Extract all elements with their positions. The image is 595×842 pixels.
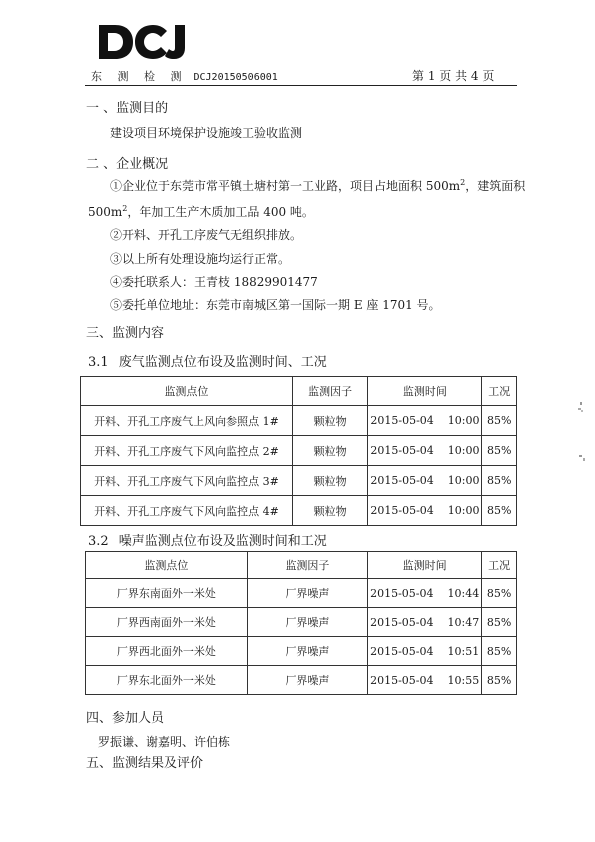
page-info: 第 1 页 共 4 页 [412, 69, 495, 83]
table-row [81, 496, 517, 526]
section-4-content: 罗振谦、谢嘉明、许伯栋 [98, 735, 231, 749]
org-name: 东 测 检 测 [91, 70, 188, 83]
table-cell: 厂界噪声 [247, 608, 367, 637]
table-cell: 85% [482, 608, 517, 637]
table-row [86, 637, 517, 666]
table-cell: 2015-05-04 10:00 [368, 406, 482, 436]
table-row [86, 666, 517, 695]
table-cell: 厂界噪声 [247, 666, 367, 695]
section-3-title: 三、监测内容 [86, 326, 165, 341]
header-cell: 监测点位 [81, 377, 293, 406]
table-cell: 2015-05-04 10:51 [368, 637, 482, 666]
table-cell: 颗粒物 [292, 466, 367, 496]
table-cell: 2015-05-04 10:44 [368, 579, 482, 608]
table-header-row [86, 552, 517, 579]
table-row [86, 579, 517, 608]
company-item-1-line-2: $500m^2$，年加工生产木质加工品 400 吨。 [88, 204, 314, 219]
section-1-title: 一 、监测目的 [86, 101, 169, 116]
header-cell: 监测时间 [368, 377, 482, 406]
company-item-2: ②开料、开孔工序废气无组织排放。 [110, 228, 303, 242]
table-cell: 85% [482, 666, 517, 695]
table-cell: 厂界东北面外一米处 [86, 666, 248, 695]
table-cell: 颗粒物 [292, 436, 367, 466]
header-rule [85, 85, 517, 86]
table-cell: 颗粒物 [292, 496, 367, 526]
table-cell: 85% [482, 406, 517, 436]
scan-marks [575, 400, 589, 470]
header-cell: 监测点位 [86, 552, 248, 579]
table-cell: 开料、开孔工序废气下风向监控点 4# [81, 496, 293, 526]
table-header-row [81, 377, 517, 406]
table-cell: 2015-05-04 10:55 [368, 666, 482, 695]
table-cell: 开料、开孔工序废气下风向监控点 2# [81, 436, 293, 466]
table-cell: 85% [482, 436, 517, 466]
table-cell: 厂界西北面外一米处 [86, 637, 248, 666]
table-row [86, 608, 517, 637]
header-cell: 监测因子 [247, 552, 367, 579]
report-header-left [91, 68, 278, 84]
table-row [81, 436, 517, 466]
table-cell: 厂界噪声 [247, 637, 367, 666]
header-cell: 工况 [482, 552, 517, 579]
table-row [81, 466, 517, 496]
table-cell: 2015-05-04 10:00 [368, 436, 482, 466]
company-item-1-line-1: ①企业位于东莞市常平镇土塘村第一工业路，项目占地面积 $500m^2$，建筑面积 [110, 178, 526, 193]
table-cell: 开料、开孔工序废气下风向监控点 3# [81, 466, 293, 496]
table-row [81, 406, 517, 436]
subsection-3-2-title: 3.2 噪声监测点位布设及监测时间和工况 [88, 534, 327, 549]
table-cell: 开料、开孔工序废气上风向参照点 1# [81, 406, 293, 436]
table-cell: 厂界噪声 [247, 579, 367, 608]
table-cell: 2015-05-04 10:47 [368, 608, 482, 637]
header-cell: 监测时间 [368, 552, 482, 579]
subsection-3-1-title: 3.1 废气监测点位布设及监测时间、工况 [88, 355, 327, 370]
section-1-content: 建设项目环境保护设施竣工验收监测 [110, 126, 303, 140]
table-cell: 85% [482, 579, 517, 608]
section-4-title: 四、参加人员 [86, 711, 165, 726]
dcj-logo [97, 22, 189, 62]
table-cell: 颗粒物 [292, 406, 367, 436]
report-code: DCJ20150506001 [193, 72, 278, 83]
table-cell: 85% [482, 637, 517, 666]
table-cell: 85% [482, 496, 517, 526]
noise-monitoring-table [85, 551, 517, 695]
table-cell: 厂界东南面外一米处 [86, 579, 248, 608]
table-cell: 厂界西南面外一米处 [86, 608, 248, 637]
header-cell: 工况 [482, 377, 517, 406]
table-cell: 85% [482, 466, 517, 496]
section-2-title: 二 、企业概况 [86, 157, 169, 172]
table-cell: 2015-05-04 10:00 [368, 496, 482, 526]
company-item-3: ③以上所有处理设施均运行正常。 [110, 252, 291, 266]
gas-monitoring-table [80, 376, 517, 526]
header-cell: 监测因子 [292, 377, 367, 406]
company-item-4: ④委托联系人：王青枝 18829901477 [110, 275, 318, 289]
company-item-5: ⑤委托单位地址：东莞市南城区第一国际一期 E 座 1701 号。 [110, 298, 441, 312]
table-cell: 2015-05-04 10:00 [368, 466, 482, 496]
section-5-title: 五、监测结果及评价 [86, 756, 204, 771]
